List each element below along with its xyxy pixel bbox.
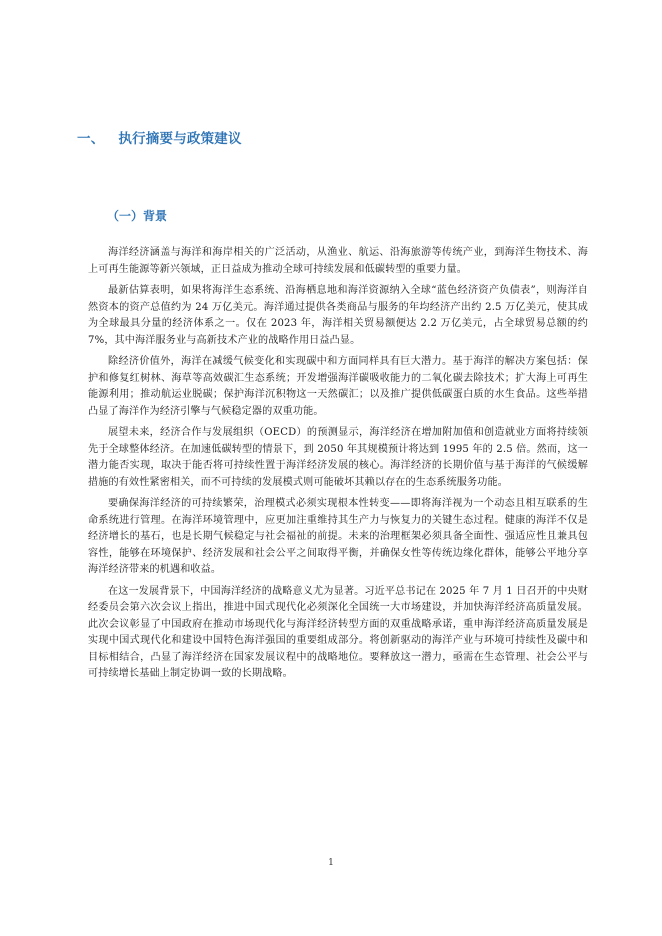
section-heading	[77, 127, 242, 147]
paragraph-oecd-outlook: 展望未来，经济合作与发展组织（OECD）的预测显示，海洋经济在增加附加值和创造就业方面将持续领先于全球整体经济。在加速低碳转型的情景下，到 2050 年其规模预计将达到 1995 年的 2.5 倍。然而，这一潜力能否实现，取决于能否将可持续性置于海洋经济发展的核心。海洋经济的长期价值与基于海洋的气候缓解措施的有效性紧密相关，而不可持续的发展模式则可能破坏其赖以存在的生态系统服务功能。	[88, 427, 588, 488]
page-number: 1	[328, 858, 334, 868]
paragraph-governance: 要确保海洋经济的可持续繁荣，治理模式必须实现根本性转变——即将海洋视为一个动态且相互联系的生命系统进行管理。在海洋环境管理中，应更加注重维持其生产力与恢复力的关键生态过程。健康的海洋不仅是经济增长的基石，也是长期气候稳定与社会福祉的前提。未来的治理框架必须具备全面性、强适应性且兼具包容性，能够在环境保护、经济发展和社会公平之间取得平衡，并确保女性等传统边缘化群体，能够公平地分享海洋经济带来的机遇和收益。	[88, 498, 588, 575]
paragraph-climate-potential: 除经济价值外，海洋在减缓气候变化和实现碳中和方面同样具有巨大潜力。基于海洋的解决方案包括：保护和修复红树林、海草等高效碳汇生态系统；开发增强海洋碳吸收能力的二氧化碳去除技术；扩大海上可再生能源利用；推动航运业脱碳；保护海洋沉积物这一天然碳汇；以及推广提供低碳蛋白质的水生食品。这些举措凸显了海洋作为经济引擎与气候稳定器的双重功能。	[88, 356, 588, 417]
body-text	[88, 245, 588, 688]
subsection-heading: （一）背景	[107, 209, 168, 223]
section-title: 执行摘要与政策建议	[118, 131, 242, 147]
paragraph-intro: 海洋经济涵盖与海洋和海岸相关的广泛活动，从渔业、航运、沿海旅游等传统产业，到海洋生物技术、海上可再生能源等新兴领域，正日益成为推动全球可持续发展和低碳转型的重要力量。	[88, 247, 588, 275]
paragraph-natural-capital: 最新估算表明，如果将海洋生态系统、沿海栖息地和海洋资源纳入全球“蓝色经济资产负债表”，则海洋自然资本的资产总值约为 24 万亿美元。海洋通过提供各类商品与服务的年均经济产出约 2.5 万亿美元，使其成为全球最具分量的经济体系之一。仅在 2023 年，海洋相关贸易额便达 2.2 万亿美元，占全球贸易总额的约 7%，其中海洋服务业与高新技术产业的战略作用日益凸显。	[88, 285, 588, 346]
paragraph-china-strategy: 在这一发展背景下，中国海洋经济的战略意义尤为显著。习近平总书记在 2025 年 7 月 1 日召开的中央财经委员会第六次会议上指出，推进中国式现代化必须深化全国统一大市场建设，并加快海洋经济高质量发展。此次会议彰显了中国政府在推动市场现代化与海洋经济转型方面的双重战略承诺，重申海洋经济高质量发展是实现中国式现代化和建设中国特色海洋强国的重要组成部分。将创新驱动的海洋产业与环境可持续性及碳中和目标相结合，凸显了海洋经济在国家发展议程中的战略地位。要释放这一潜力，亟需在生态管理、社会公平与可持续增长基础上制定协调一致的长期战略。	[88, 585, 588, 679]
section-number: 一、	[77, 131, 105, 147]
